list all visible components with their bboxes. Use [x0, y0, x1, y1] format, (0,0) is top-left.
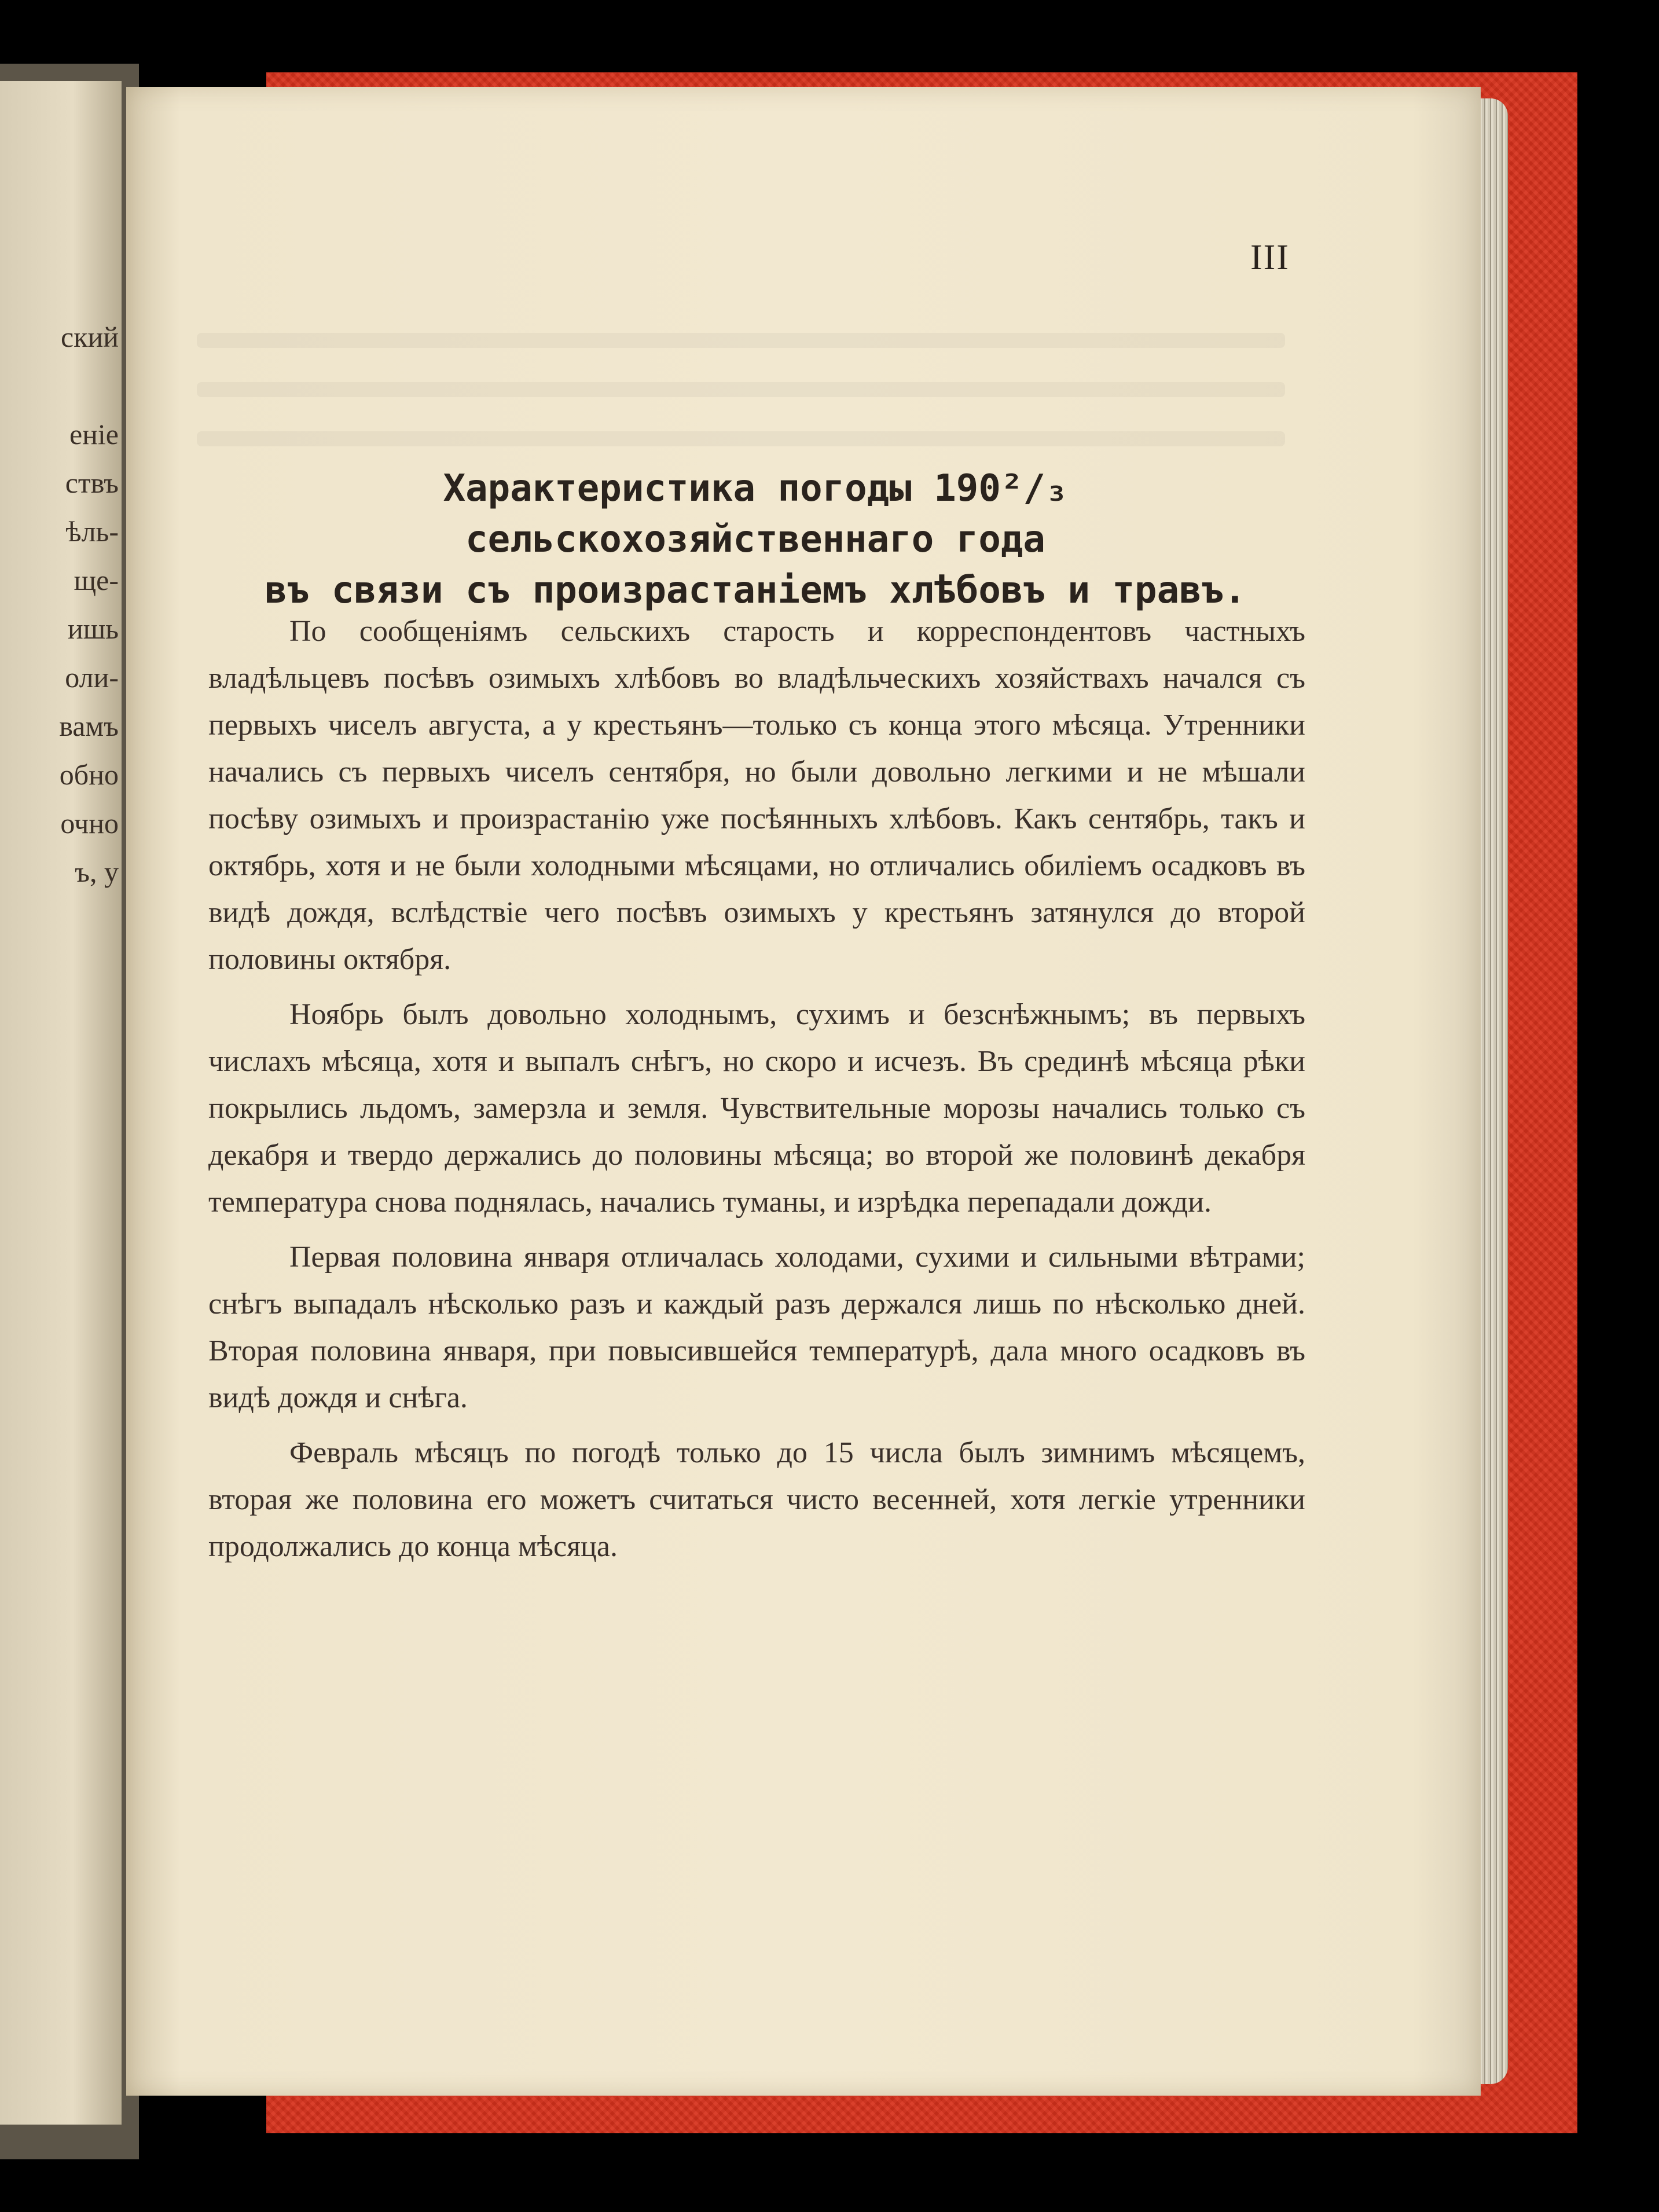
previous-page-text-fragments — [0, 313, 119, 896]
paragraph: Февраль мѣсяцъ по погодѣ только до 15 числа былъ зимнимъ мѣсяцемъ, вторая же половина его можетъ считаться чисто весенней, хотя легкіе утренники продолжались до конца мѣсяца. — [208, 1436, 1305, 1563]
fragment-line: ъ, у — [75, 856, 119, 888]
fragment-line: ишь — [67, 612, 119, 645]
paragraph: По сообщеніямъ сельскихъ старость и корреспондентовъ частныхъ владѣльцевъ посѣвъ озимыхъ хлѣбовъ во владѣльческихъ хозяйствахъ начался съ первыхъ чиселъ августа, а у крестьянъ—только съ конца этого мѣсяца. Утренники начались съ первыхъ чиселъ сентября, но были довольно легкими и не мѣшали посѣву озимыхъ и произрастанію уже посѣянныхъ хлѣбовъ. Какъ сентябрь, такъ и октябрь, хотя и не были холодными мѣсяцами, но отличались обиліемъ осадковъ въ видѣ дождя, вслѣдствіе чего посѣвъ озимыхъ у крестьянъ затянулся до второй половины октября. — [208, 615, 1305, 976]
body-text — [208, 608, 1305, 1578]
fragment-line: оли- — [65, 661, 119, 694]
paragraph: Первая половина января отличалась холодами, сухими и сильными вѣтрами; снѣгъ выпадалъ нѣсколько разъ и каждый разъ держался лишь по нѣсколько дней. Вторая половина января, при повысившейся температурѣ, дала много осадковъ въ видѣ дождя и снѣга. — [208, 1241, 1305, 1414]
bleed-through-shadow — [197, 431, 1285, 446]
fragment-line: обно — [59, 758, 119, 791]
fragment-line: вамъ — [59, 710, 119, 742]
bleed-through-shadow — [197, 382, 1285, 397]
fragment-line: ще- — [74, 564, 119, 596]
section-title — [205, 463, 1305, 616]
page-number: III — [1250, 238, 1290, 277]
bleed-through-shadow — [197, 333, 1285, 348]
title-line-1: Характеристика погоды 190²/₃ сельскохозяйственнаго года — [443, 467, 1068, 561]
fragment-line: еніе — [69, 418, 119, 450]
fragment-line: ѣль- — [65, 515, 119, 548]
fragment-line — [0, 361, 119, 410]
fragment-line: ский — [61, 321, 119, 353]
title-line-2: въ связи съ произрастаніемъ хлѣбовъ и травъ. — [265, 569, 1246, 612]
fragment-line: очно — [60, 807, 119, 839]
paragraph: Ноябрь былъ довольно холоднымъ, сухимъ и безснѣжнымъ; въ первыхъ числахъ мѣсяца, хотя и выпалъ снѣгъ, но скоро и исчезъ. Въ срединѣ мѣсяца рѣки покрылись льдомъ, замерзла и земля. Чувствительные морозы начались только съ декабря и твердо держались до половины мѣсяца; во второй же половинѣ декабря температура снова поднялась, начались туманы, и изрѣдка перепадали дожди. — [208, 998, 1305, 1219]
fragment-line: ствъ — [65, 467, 119, 499]
